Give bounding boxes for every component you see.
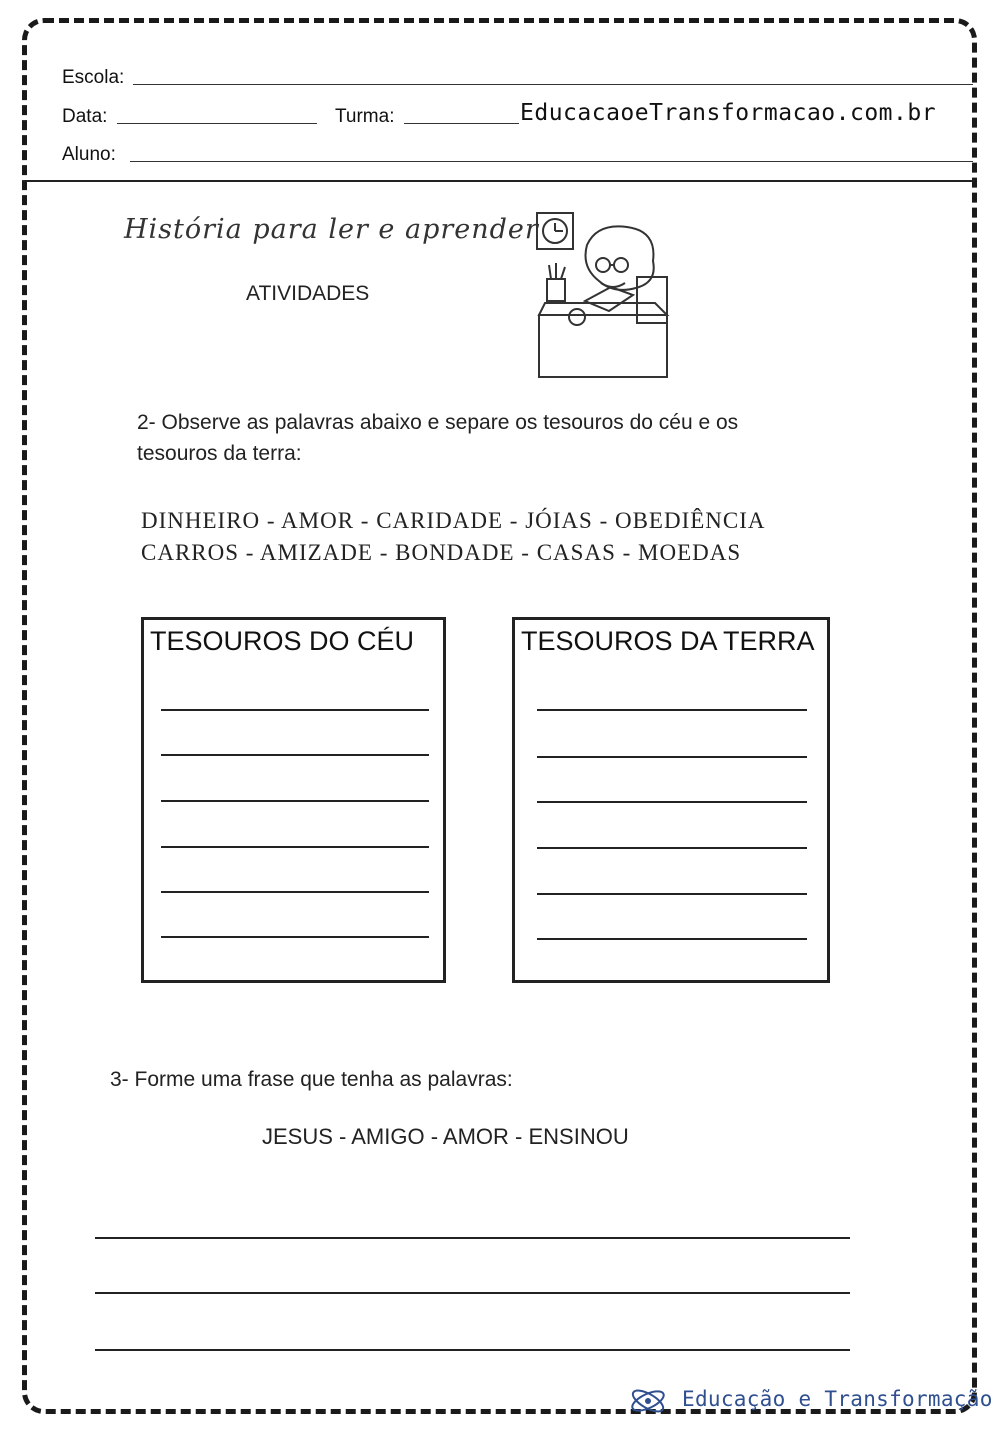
sentence-line[interactable]: [95, 1292, 850, 1294]
page-title: História para ler e aprender: [124, 214, 539, 245]
question-2-line-1: 2- Observe as palavras abaixo e separe os tesouros do céu e os: [137, 411, 739, 434]
class-label: Turma:: [335, 106, 395, 127]
brand-logo-icon: [628, 1383, 668, 1419]
site-url: EducacaoeTransformacao.com.br: [520, 100, 937, 126]
earth-treasures-box: [512, 617, 830, 983]
answer-line[interactable]: [537, 801, 807, 803]
heaven-treasures-box: [141, 617, 446, 983]
answer-line[interactable]: [161, 936, 429, 938]
question-3: 3- Forme uma frase que tenha as palavras:: [110, 1068, 513, 1091]
date-field[interactable]: [117, 123, 317, 124]
answer-line[interactable]: [161, 800, 429, 802]
school-field[interactable]: [133, 84, 973, 85]
answer-line[interactable]: [537, 938, 807, 940]
footer-brand: Educação e Transformação: [682, 1387, 993, 1411]
activities-heading: ATIVIDADES: [246, 282, 370, 305]
student-label: Aluno:: [62, 144, 116, 165]
answer-line[interactable]: [537, 847, 807, 849]
earth-treasures-title: TESOUROS DA TERRA: [521, 626, 815, 656]
answer-line[interactable]: [161, 891, 429, 893]
heaven-treasures-title: TESOUROS DO CÉU: [150, 626, 415, 656]
date-label: Data:: [62, 106, 108, 127]
answer-line[interactable]: [537, 893, 807, 895]
sentence-line[interactable]: [95, 1349, 850, 1351]
answer-line[interactable]: [161, 846, 429, 848]
sentence-line[interactable]: [95, 1237, 850, 1239]
answer-line[interactable]: [537, 756, 807, 758]
header-separator: [24, 180, 974, 182]
class-field[interactable]: [404, 123, 519, 124]
question-2-line-2: tesouros da terra:: [137, 442, 302, 465]
question-3-words: JESUS - AMIGO - AMOR - ENSINOU: [262, 1124, 629, 1149]
word-list-line-1: DINHEIRO - AMOR - CARIDADE - JÓIAS - OBEDIÊNCIA: [141, 508, 766, 533]
word-list: [141, 505, 766, 569]
teacher-at-desk-illustration: [525, 205, 685, 385]
answer-line[interactable]: [161, 754, 429, 756]
student-field[interactable]: [130, 161, 973, 162]
word-list-line-2: CARROS - AMIZADE - BONDADE - CASAS - MOEDAS: [141, 540, 742, 565]
answer-line[interactable]: [537, 709, 807, 711]
answer-line[interactable]: [161, 709, 429, 711]
school-label: Escola:: [62, 67, 125, 88]
